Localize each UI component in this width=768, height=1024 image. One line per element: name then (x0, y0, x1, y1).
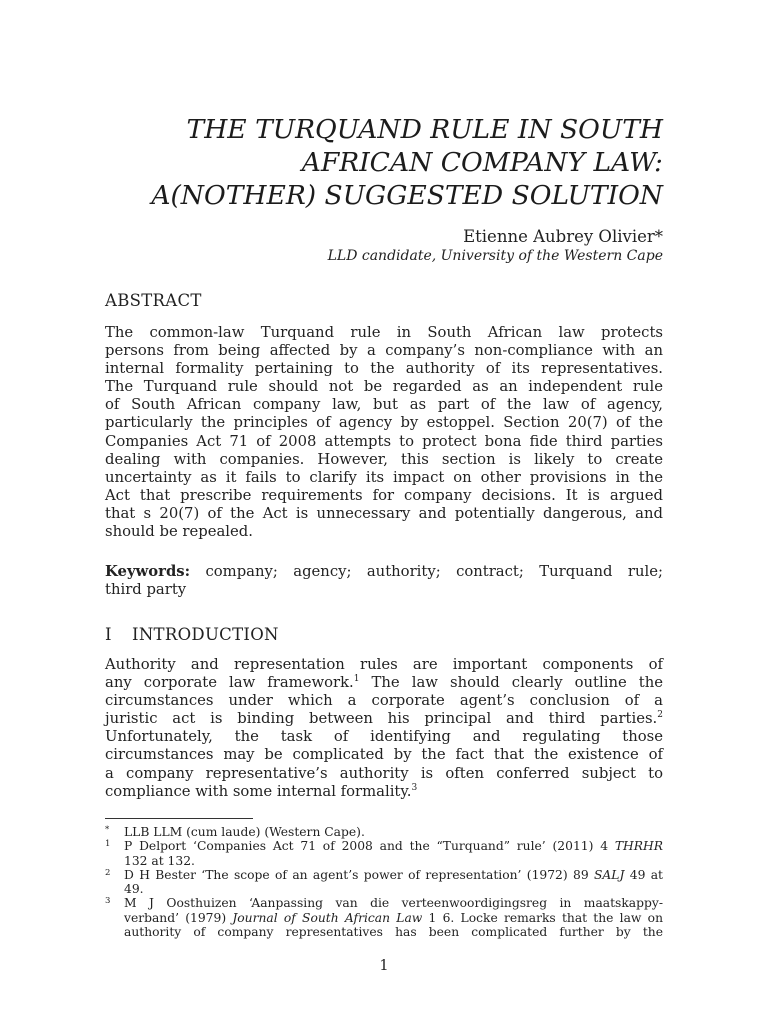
footnote-text: 132 at 132. (124, 853, 195, 868)
intro-line: circumstances under which a corporate agent’s conclusion of a (105, 692, 663, 710)
footnote-text: D H Bester ‘The scope of an agent’s power of representation’ (1972) 89 SALJ 49 at (124, 867, 663, 882)
footnote-text: verband’ (1979) Journal of South African Law 1 6. Locke remarks that the law on (124, 910, 664, 925)
author-affiliation: LLD candidate, University of the Western Cape (327, 248, 663, 264)
abstract-line: internal formality pertaining to the authority of its representatives. (105, 360, 663, 378)
abstract-line: particularly the principles of agency by estoppel. Section 20(7) of the (105, 414, 663, 432)
keywords-line: third party (105, 581, 187, 599)
footnote (105, 825, 663, 839)
footnote (105, 868, 663, 882)
footnote-text: LLB LLM (cum laude) (Western Cape). (124, 825, 365, 839)
abstract-line: The Turquand rule should not be regarded as an independent rule (105, 378, 663, 396)
footnote-ref: 3 (411, 782, 418, 793)
abstract-body (105, 324, 663, 541)
footnote-text: 49. (124, 882, 144, 897)
footnote-separator (105, 818, 253, 819)
intro-line: juristic act is binding between his principal and third parties.$^2$ (105, 710, 663, 728)
footnote-text: M J Oosthuizen ‘Aanpassing van die verteenwoordigingsreg in maatskappy- (124, 896, 663, 911)
intro-line: a company representative’s authority is often conferred subject to (105, 764, 663, 782)
footnote (105, 896, 663, 910)
article-title (83, 113, 663, 212)
footnote-mark: 2 (105, 867, 111, 878)
title-line: THE TURQUAND RULE IN SOUTH (186, 114, 663, 145)
abstract-line: of South African company law, but as part of the law of agency, (105, 396, 663, 414)
footnote-text: P Delport ‘Companies Act 71 of 2008 and the “Turquand” rule’ (2011) 4 THRHR (124, 839, 663, 854)
abstract-heading: ABSTRACT (105, 291, 202, 310)
abstract-line: that s 20(7) of the Act is unnecessary and potentially dangerous, and (105, 504, 663, 522)
footnote (105, 839, 663, 853)
section-title: INTRODUCTION (132, 625, 279, 644)
author-name: Etienne Aubrey Olivier* (463, 227, 663, 246)
section-heading (105, 625, 279, 645)
footnote-mark: 3 (105, 896, 111, 907)
footnote-mark: 1 (105, 839, 111, 850)
footnote-ref: 1 (353, 674, 360, 685)
footnote-ref: 2 (657, 710, 663, 721)
title-line: A(NOTHER) SUGGESTED SOLUTION (151, 180, 663, 211)
abstract-line: uncertainty as it fails to clarify its impact on other provisions in the (105, 468, 663, 486)
page-number: 1 (379, 958, 389, 974)
intro-line: Unfortunately, the task of identifying and regulating those (105, 728, 663, 746)
keywords-label: Keywords: (105, 563, 191, 580)
footnote-text: authority of company representatives has been complicated further by the (124, 925, 663, 940)
abstract-line: should be repealed. (105, 523, 253, 541)
keywords-text: company; agency; authority; contract; Turquand rule; (205, 563, 663, 580)
footnote-mark: * (105, 825, 110, 835)
keywords-block (105, 563, 663, 599)
abstract-line: The common-law Turquand rule in South African law protects (105, 324, 663, 341)
intro-line: compliance with some internal formality.$^3$ (105, 782, 418, 800)
abstract-line: Companies Act 71 of 2008 attempts to protect bona fide third parties (105, 432, 663, 450)
footnotes (105, 825, 663, 939)
paper-page (105, 0, 663, 1024)
abstract-line: dealing with companies. However, this section is likely to create (105, 450, 663, 468)
abstract-line: Act that prescribe requirements for company decisions. It is argued (105, 486, 663, 504)
abstract-line: persons from being affected by a company’s non-compliance with an (105, 342, 663, 360)
section-number: I (105, 625, 112, 644)
title-line: AFRICAN COMPANY LAW: (301, 147, 663, 178)
introduction-body (105, 656, 663, 801)
intro-line: any corporate law framework.$^1$ The law should clearly outline the (105, 674, 663, 692)
intro-line: Authority and representation rules are important components of (105, 656, 663, 673)
intro-line: circumstances may be complicated by the fact that the existence of (105, 746, 663, 764)
keywords-line (105, 563, 663, 581)
